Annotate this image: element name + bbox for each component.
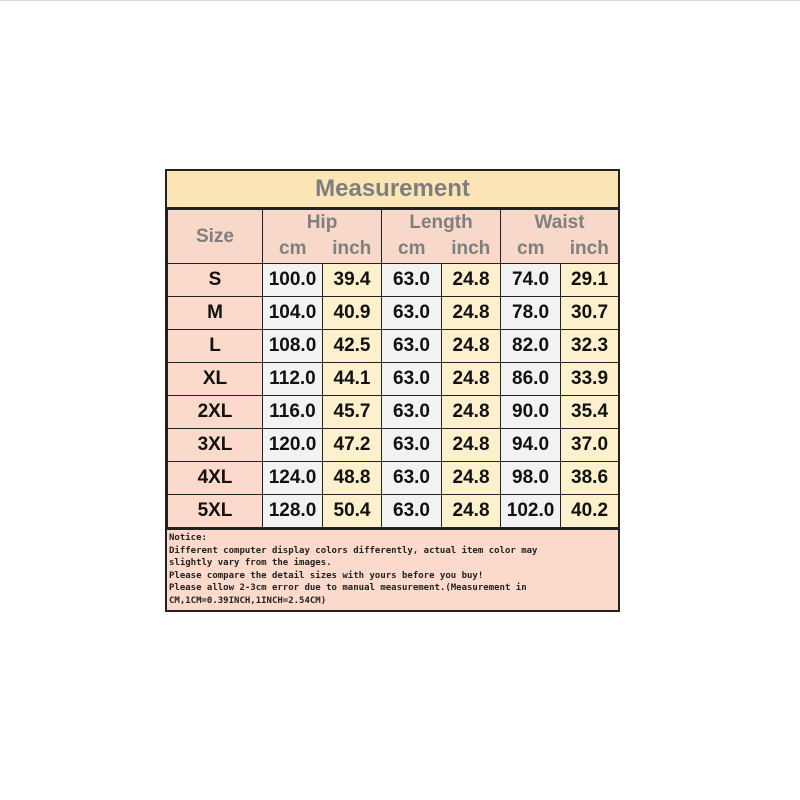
notice-heading: Notice: [169,533,207,543]
length-inch-cell: 24.8 [442,495,501,528]
waist-cm-cell: 102.0 [501,495,561,528]
hip-inch-cell: 50.4 [323,495,382,528]
table-row [168,330,619,363]
waist-inch-cell: 32.3 [561,330,619,363]
length-inch-cell: 24.8 [442,396,501,429]
size-cell: 3XL [168,429,263,462]
table-row [168,264,619,297]
notice-line: Different computer display colors differently, actual item color may [169,545,538,556]
notice-block [167,528,618,610]
hip-inch-cell: 45.7 [323,396,382,429]
length-cm-cell: 63.0 [382,264,442,297]
header-row-groups [168,210,619,238]
size-chart [165,169,620,612]
hip-inch-cell: 40.9 [323,297,382,330]
hip-cm-cell: 112.0 [263,363,323,396]
hip-cm-cell: 120.0 [263,429,323,462]
size-cell: L [168,330,263,363]
hip-cm-cell: 128.0 [263,495,323,528]
waist-cm-cell: 82.0 [501,330,561,363]
length-cm-cell: 63.0 [382,363,442,396]
length-cm-cell: 63.0 [382,297,442,330]
top-divider [0,0,800,1]
waist-inch-cell: 33.9 [561,363,619,396]
length-inch-cell: 24.8 [442,429,501,462]
hip-cm-header: cm [263,238,323,264]
notice-line: Please compare the detail sizes with yours before you buy! [169,570,484,581]
length-cm-cell: 63.0 [382,396,442,429]
length-cm-header: cm [382,238,442,264]
hip-inch-cell: 42.5 [323,330,382,363]
table-row [168,396,619,429]
size-cell: 5XL [168,495,263,528]
hip-cm-cell: 124.0 [263,462,323,495]
size-header: Size [168,210,263,264]
hip-inch-cell: 39.4 [323,264,382,297]
size-cell: 4XL [168,462,263,495]
length-cm-cell: 63.0 [382,495,442,528]
length-cm-cell: 63.0 [382,462,442,495]
table-row [168,363,619,396]
waist-inch-cell: 38.6 [561,462,619,495]
hip-inch-header: inch [323,238,382,264]
waist-cm-cell: 78.0 [501,297,561,330]
waist-cm-cell: 94.0 [501,429,561,462]
measurement-table [167,209,619,528]
waist-inch-cell: 29.1 [561,264,619,297]
hip-inch-cell: 44.1 [323,363,382,396]
size-cell: XL [168,363,263,396]
length-inch-header: inch [442,238,501,264]
hip-cm-cell: 116.0 [263,396,323,429]
waist-inch-cell: 37.0 [561,429,619,462]
hip-header: Hip [263,210,382,238]
waist-cm-cell: 86.0 [501,363,561,396]
length-cm-cell: 63.0 [382,429,442,462]
hip-inch-cell: 47.2 [323,429,382,462]
notice-line: CM,1CM=0.39INCH,1INCH=2.54CM) [169,595,327,606]
waist-cm-cell: 98.0 [501,462,561,495]
size-cell: M [168,297,263,330]
length-inch-cell: 24.8 [442,297,501,330]
waist-cm-header: cm [501,238,561,264]
length-inch-cell: 24.8 [442,363,501,396]
table-row [168,495,619,528]
waist-inch-cell: 35.4 [561,396,619,429]
size-cell: S [168,264,263,297]
waist-header: Waist [501,210,619,238]
hip-cm-cell: 104.0 [263,297,323,330]
table-row [168,462,619,495]
hip-cm-cell: 108.0 [263,330,323,363]
waist-cm-cell: 90.0 [501,396,561,429]
length-inch-cell: 24.8 [442,462,501,495]
waist-inch-cell: 30.7 [561,297,619,330]
hip-inch-cell: 48.8 [323,462,382,495]
waist-cm-cell: 74.0 [501,264,561,297]
length-cm-cell: 63.0 [382,330,442,363]
length-inch-cell: 24.8 [442,264,501,297]
length-header: Length [382,210,501,238]
hip-cm-cell: 100.0 [263,264,323,297]
chart-title: Measurement [167,171,618,209]
size-cell: 2XL [168,396,263,429]
notice-line: Please allow 2-3cm error due to manual measurement.(Measurement in [169,583,527,594]
notice-line: slightly vary from the images. [169,558,332,569]
length-inch-cell: 24.8 [442,330,501,363]
waist-inch-header: inch [561,238,619,264]
table-row [168,297,619,330]
waist-inch-cell: 40.2 [561,495,619,528]
table-row [168,429,619,462]
